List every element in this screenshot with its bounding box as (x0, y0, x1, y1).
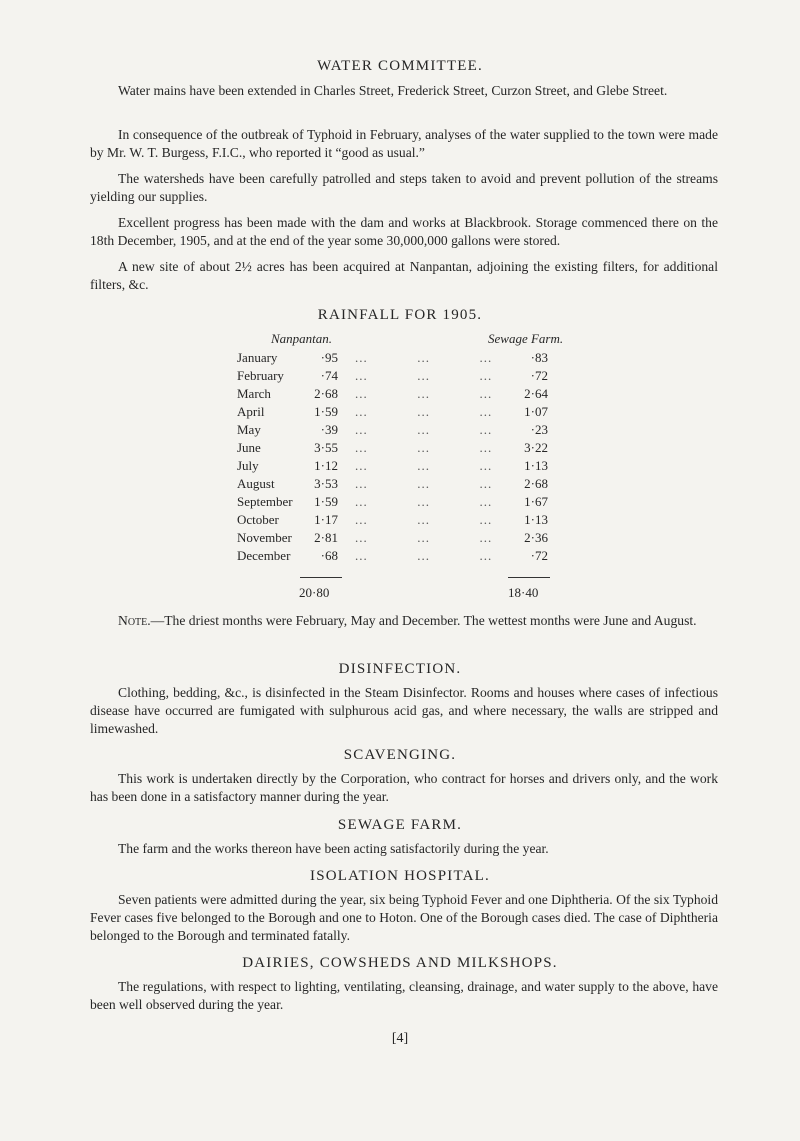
sewage-value: 1·13 (524, 512, 548, 527)
nanpantan-value: 2·68 (314, 386, 338, 401)
water-paragraph-1: Water mains have been extended in Charles Street, Frederick Street, Curzon Street, and Glebe Street. (118, 83, 668, 98)
sewage-total: 18·40 (508, 585, 539, 600)
rainfall-heading: RAINFALL FOR 1905. (317, 307, 483, 323)
table-row (0, 422, 800, 440)
table-row (0, 512, 800, 530)
month-label: December (237, 548, 291, 563)
nanpantan-value: ·39 (320, 422, 338, 437)
nanpantan-value: 1·59 (314, 404, 338, 419)
month-label: January (237, 350, 278, 365)
sewage-value: 2·64 (524, 386, 548, 401)
leader-dots: ... ... ... (355, 440, 493, 455)
leader-dots: ... ... ... (355, 530, 493, 545)
leader-dots: ... ... ... (355, 476, 493, 491)
table-row (0, 530, 800, 548)
sewage-value: ·23 (530, 422, 548, 437)
leader-dots: ... ... ... (355, 548, 493, 563)
water-paragraph-2: In consequence of the outbreak of Typhoid in February, analyses of the water supplied to the town were made by Mr. W. T. Burgess, F.I.C., who reported it “good as usual.” (90, 127, 718, 160)
month-label: March (237, 386, 271, 401)
nanpantan-value: ·95 (320, 350, 338, 365)
month-label: May (237, 422, 261, 437)
nanpantan-value: 1·12 (314, 458, 338, 473)
nanpantan-value: 2·81 (314, 530, 338, 545)
scavenging-paragraph: This work is undertaken directly by the Corporation, who contract for horses and drivers only, and the work has been done in a satisfactory manner during the year. (90, 771, 718, 804)
nanpantan-value: 3·53 (314, 476, 338, 491)
scavenging-heading: SCAVENGING. (343, 747, 457, 763)
leader-dots: ... ... ... (355, 458, 493, 473)
note-label: Note. (118, 613, 151, 628)
water-paragraph-3: The watersheds have been carefully patrolled and steps taken to avoid and prevent pollution of the streams yielding our supplies. (90, 171, 718, 204)
table-row (0, 386, 800, 404)
sewage-farm-paragraph: The farm and the works thereon have been acting satisfactorily during the year. (118, 841, 549, 856)
water-paragraph-5: A new site of about 2½ acres has been acquired at Nanpantan, adjoining the existing filters, for additional filters, &c. (90, 259, 718, 292)
leader-dots: ... ... ... (355, 350, 493, 365)
table-row (0, 458, 800, 476)
rainfall-note: Note.—The driest months were February, May and December. The wettest months were June and August. (118, 613, 697, 628)
month-label: June (237, 440, 261, 455)
sewage-farm-column-header: Sewage Farm. (488, 331, 564, 346)
sewage-value: ·83 (530, 350, 548, 365)
sewage-farm-heading: SEWAGE FARM. (337, 817, 463, 833)
month-label: February (237, 368, 284, 383)
sewage-value: 1·67 (524, 494, 548, 509)
sewage-value: 2·68 (524, 476, 548, 491)
month-label: November (237, 530, 292, 545)
leader-dots: ... ... ... (355, 404, 493, 419)
water-paragraph-4: Excellent progress has been made with the dam and works at Blackbrook. Storage commenced there on the 18th December, 1905, and at the end of the year some 30,000,000 gallons were stored. (90, 215, 718, 248)
sewage-value: 1·13 (524, 458, 548, 473)
sewage-value: 3·22 (524, 440, 548, 455)
leader-dots: ... ... ... (355, 494, 493, 509)
table-row (0, 404, 800, 422)
leader-dots: ... ... ... (355, 386, 493, 401)
leader-dots: ... ... ... (355, 512, 493, 527)
month-label: April (237, 404, 265, 419)
table-row (0, 440, 800, 458)
nanpantan-value: 1·17 (314, 512, 338, 527)
dairies-heading: DAIRIES, COWSHEDS AND MILKSHOPS. (242, 955, 558, 971)
leader-dots: ... ... ... (355, 422, 493, 437)
dairies-paragraph: The regulations, with respect to lighting, ventilating, cleansing, drainage, and water supply to the above, have been well observed during the year. (90, 979, 718, 1012)
table-row (0, 494, 800, 512)
sewage-value: ·72 (530, 368, 548, 383)
nanpantan-value: 3·55 (314, 440, 338, 455)
sewage-total-rule (508, 577, 550, 578)
month-label: July (237, 458, 259, 473)
isolation-hospital-paragraph: Seven patients were admitted during the year, six being Typhoid Fever and one Diphtheria. Of the six Typhoid Fever cases five belonged to the Borough and one to Hoton. One of the Borough cases died. The case of Diphtheria belonged to the Borough and terminated fatally. (90, 892, 718, 943)
month-label: September (237, 494, 293, 509)
table-row (0, 368, 800, 386)
month-label: August (237, 476, 275, 491)
nanpantan-value: ·68 (320, 548, 338, 563)
page-number: [4] (391, 1031, 409, 1046)
table-row (0, 476, 800, 494)
sewage-value: ·72 (530, 548, 548, 563)
nanpantan-value: ·74 (320, 368, 338, 383)
table-row (0, 350, 800, 368)
leader-dots: ... ... ... (355, 368, 493, 383)
sewage-value: 1·07 (524, 404, 548, 419)
water-committee-heading: WATER COMMITTEE. (317, 58, 483, 74)
sewage-value: 2·36 (524, 530, 548, 545)
nanpantan-value: 1·59 (314, 494, 338, 509)
table-row (0, 548, 800, 566)
nanpantan-column-header: Nanpantan. (271, 331, 333, 346)
month-label: October (237, 512, 279, 527)
isolation-hospital-heading: ISOLATION HOSPITAL. (310, 868, 490, 884)
disinfection-heading: DISINFECTION. (338, 661, 462, 677)
disinfection-paragraph: Clothing, bedding, &c., is disinfected in the Steam Disinfector. Rooms and houses where cases of infectious disease have occurred are fumigated with sulphurous acid gas, and where necessary, the walls are stripped and limewashed. (90, 685, 718, 736)
nanpantan-total-rule (300, 577, 342, 578)
nanpantan-total: 20·80 (299, 585, 330, 600)
